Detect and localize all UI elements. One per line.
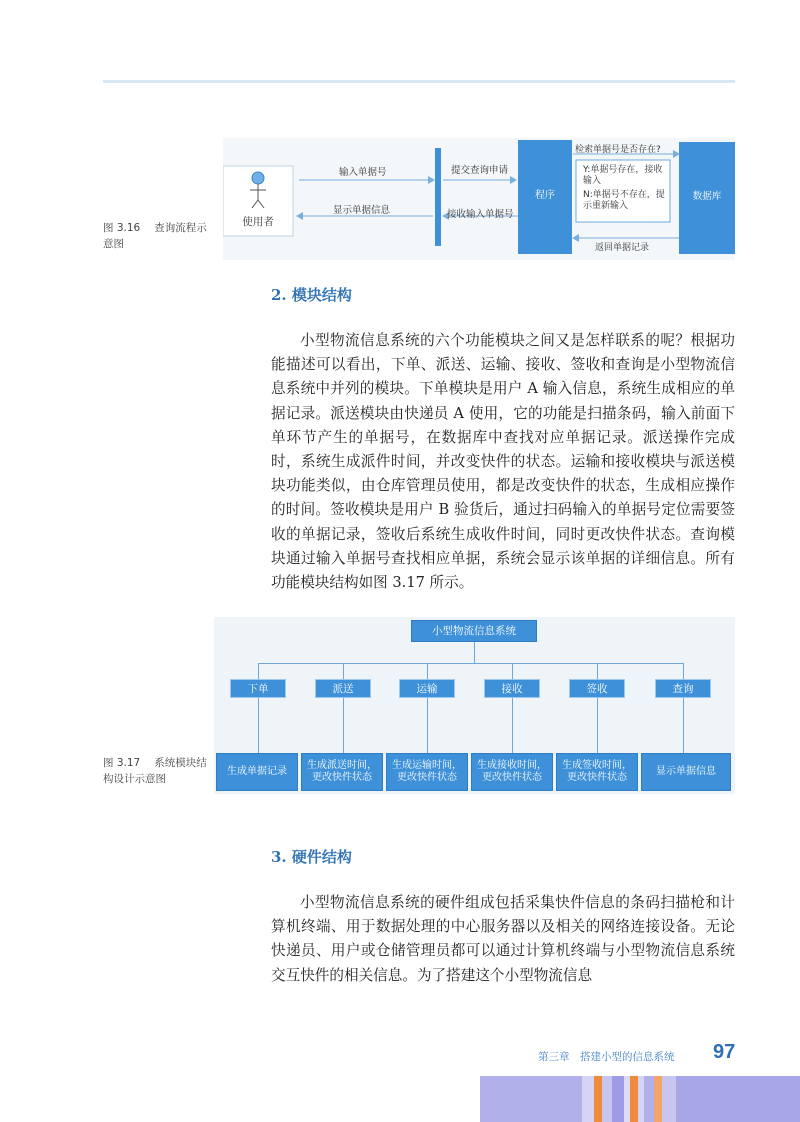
check-label: 检索单据号是否存在? <box>575 145 661 155</box>
leaf-query: 显示单据信息 <box>641 753 731 791</box>
user-label: 使用者 <box>242 216 274 228</box>
arrow-display-label: 显示单据信息 <box>333 205 391 216</box>
program-label: 程序 <box>535 190 555 201</box>
module-receive: 接收 <box>484 679 540 698</box>
page-number: 97 <box>713 1041 736 1063</box>
leaf-transport: 生成运输时间，更改快件状态 <box>386 753 468 791</box>
caption-number: 图 3.17 <box>103 757 141 769</box>
module-query: 查询 <box>655 679 711 698</box>
leaf-sign: 生成签收时间，更改快件状态 <box>556 753 638 791</box>
top-rule <box>103 80 735 83</box>
module-order: 下单 <box>230 679 286 698</box>
leaf-dispatch: 生成派送时间，更改快件状态 <box>301 753 383 791</box>
figure-3-17-caption <box>103 755 213 787</box>
section-paragraph: 小型物流信息系统的六个功能模块之间又是怎样联系的呢？根据功能描述可以看出，下单、派送、运输、接收、签收和查询是小型物流信息系统中并列的模块。下单模块是用户 A 输入信息，系统生成相应的单据记录。派送模块由快递员 A 使用，它的功能是扫描条码，输入前面下单环节产生的单据号，在数据库中查找对应单据记录。派送操作完成时，系统生成派件时间，并改变快件的状态。运输和接收模块与派送模块功能类似，由仓库管理员使用，都是改变快件的状态，生成相应操作的时间。签收模块是用户 B 验货后，通过扫码输入的单据号定位需要签收的单据记录，签收后系统生成收件时间，同时更改快件状态。查询模块通过输入单据号查找相应单据，系统会显示该单据的详细信息。所有功能模块结构如图 3.17 所示。 <box>271 332 735 592</box>
return-label: 返回单据记录 <box>595 243 650 253</box>
caption-number: 图 3.16 <box>103 222 141 234</box>
db-label: 数据库 <box>692 191 722 202</box>
figure-3-16-caption <box>103 220 215 252</box>
arrow-receive-label: 接收输入单据号 <box>447 209 514 220</box>
arrow-input-label: 输入单据号 <box>339 167 387 178</box>
chapter-title: 第三章 搭建小型的信息系统 <box>538 1051 675 1063</box>
section-heading: 3. 硬件结构 <box>271 848 352 866</box>
figure-3-16 <box>223 138 735 260</box>
connector <box>258 663 683 664</box>
root-module: 小型物流信息系统 <box>411 620 537 642</box>
arrow-submit-label: 提交查询申请 <box>451 165 509 176</box>
leaf-order: 生成单据记录 <box>216 753 298 791</box>
caption-text: 系统模块结构设计示意图 <box>103 757 207 785</box>
y-text: Y:单据号存在，接收输入 <box>583 165 663 186</box>
module-sign: 签收 <box>569 679 625 698</box>
caption-text: 查询流程示意图 <box>103 222 207 250</box>
module-transport: 运输 <box>399 679 455 698</box>
module-dispatch: 派送 <box>315 679 371 698</box>
n-text: N:单据号不存在，提示重新输入 <box>583 190 665 211</box>
leaf-receive: 生成接收时间，更改快件状态 <box>471 753 553 791</box>
figure-3-17 <box>214 617 735 794</box>
interface-bar <box>435 148 441 246</box>
section-heading: 2. 模块结构 <box>271 286 352 304</box>
section-paragraph: 小型物流信息系统的硬件组成包括采集快件信息的条码扫描枪和计算机终端、用于数据处理的中心服务器以及相关的网络连接设备。无论快递员、用户或仓储管理员都可以通过计算机终端与小型物流信息系统交互快件的相关信息。为了搭建这个小型物流信息 <box>271 894 735 984</box>
connector <box>474 641 475 663</box>
